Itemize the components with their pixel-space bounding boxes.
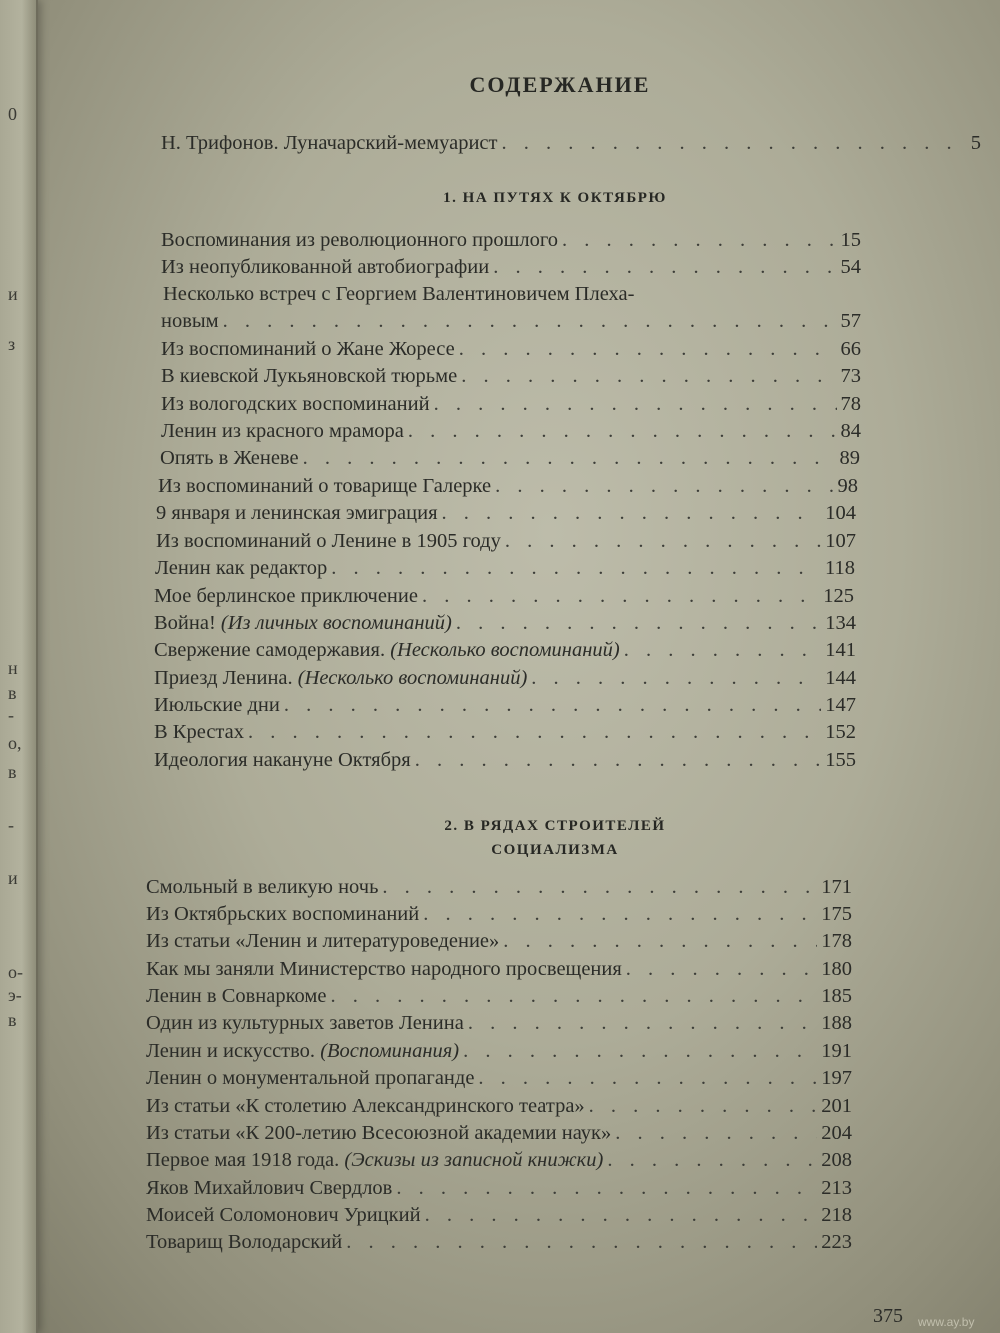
toc-entry-page: 104 xyxy=(825,502,856,524)
toc-entry-title-text: Ленин из красного мрамора xyxy=(161,420,404,442)
toc-entry-title-text: В киевской Лукьяновской тюрьме xyxy=(161,365,458,387)
dot-leader xyxy=(463,1040,817,1063)
margin-char: и xyxy=(8,868,18,888)
margin-char: и xyxy=(8,284,18,304)
toc-entry xyxy=(154,749,856,772)
toc-entry-title-text: Июльские дни xyxy=(154,694,280,716)
dot-leader xyxy=(425,1204,818,1227)
margin-char: з xyxy=(8,334,16,354)
page-number: 375 xyxy=(873,1305,903,1327)
toc-entry-title xyxy=(146,1040,459,1063)
toc-entry-title-text: Ленин как редактор xyxy=(155,557,328,579)
dot-leader xyxy=(415,749,822,772)
toc-entry-title-text: Из неопубликованной автобиографии xyxy=(161,256,490,278)
toc-entry xyxy=(161,132,981,155)
dot-leader xyxy=(396,1177,817,1200)
toc-entry xyxy=(161,338,861,361)
toc-entry-title-text: Товарищ Володарский xyxy=(146,1231,343,1253)
toc-entry-page: 188 xyxy=(821,1012,852,1034)
toc-entry xyxy=(146,930,852,953)
margin-char: в xyxy=(8,762,17,782)
toc-entry xyxy=(158,475,858,498)
toc-entry-page: 57 xyxy=(840,310,861,332)
toc-entry-title xyxy=(146,1231,342,1254)
toc-entry-page: 118 xyxy=(825,557,855,579)
toc-entry-title-text: Из статьи «К 200-летию Всесоюзной академии наук» xyxy=(146,1122,612,1144)
dot-leader xyxy=(442,502,822,525)
toc-entry-title xyxy=(154,667,527,690)
toc-entry xyxy=(161,420,861,443)
dot-leader xyxy=(330,985,817,1008)
toc-entry-subtitle: (Из личных воспоминаний) xyxy=(220,612,452,634)
toc-entry-title xyxy=(161,256,489,279)
dot-leader xyxy=(461,365,836,388)
toc-entry-title xyxy=(156,530,501,553)
toc-entry xyxy=(146,1231,852,1254)
toc-entry-page: 98 xyxy=(837,475,858,497)
toc-entry-page: 191 xyxy=(821,1040,852,1062)
toc-entry xyxy=(154,639,856,662)
section-heading: 1. НА ПУТЯХ К ОКТЯБРЮ xyxy=(443,190,667,206)
toc-entry-title xyxy=(163,283,634,306)
toc-entry xyxy=(160,447,860,470)
toc-entry-title-text: Первое мая 1918 года. xyxy=(146,1149,345,1171)
toc-entry-title-text: Из статьи «Ленин и литературоведение» xyxy=(146,930,500,952)
dot-leader xyxy=(459,338,837,361)
toc-entry-page: 218 xyxy=(821,1204,852,1226)
toc-entry-page: 175 xyxy=(821,903,852,925)
toc-entry-title-text: 9 января и ленинская эмиграция xyxy=(156,502,438,524)
toc-entry xyxy=(156,530,856,553)
toc-entry-page: 107 xyxy=(825,530,856,552)
toc-entry-page: 141 xyxy=(825,639,856,661)
dot-leader xyxy=(503,930,817,953)
toc-entry-title-text: Из воспоминаний о товарище Галерке xyxy=(158,475,492,497)
toc-entry-title xyxy=(161,365,457,388)
toc-entry-title-text: Из Октябрьских воспоминаний xyxy=(146,903,420,925)
toc-entry-title xyxy=(146,1204,421,1227)
toc-entry-title-text: Яков Михайлович Свердлов xyxy=(146,1177,393,1199)
toc-entry-title-text: Моисей Соломонович Урицкий xyxy=(146,1204,421,1226)
toc-entry-page: 223 xyxy=(821,1231,852,1253)
toc-entry-page: 15 xyxy=(840,229,861,251)
toc-entry-title-text: Н. Трифонов. Луначарский-мемуарист xyxy=(161,132,498,154)
toc-entry-title xyxy=(161,393,430,416)
dot-leader xyxy=(607,1149,817,1172)
margin-char: в xyxy=(8,1010,17,1030)
dot-leader xyxy=(248,721,821,744)
toc-entry-title-text: В Крестах xyxy=(154,721,244,743)
toc-entry xyxy=(155,557,855,580)
toc-entry xyxy=(154,694,856,717)
toc-entry-title-text: Ленин о монументальной пропаганде xyxy=(146,1067,475,1089)
toc-entry-title-text: Мое берлинское приключение xyxy=(154,585,418,607)
toc-entry xyxy=(146,1095,852,1118)
page-title: СОДЕРЖАНИЕ xyxy=(469,72,651,97)
toc-entry-title xyxy=(146,903,419,926)
toc-entry xyxy=(161,393,861,416)
margin-char: - xyxy=(8,705,14,725)
toc-entry-title-text: Смольный в великую ночь xyxy=(146,876,379,898)
toc-entry-title-text: Война! xyxy=(154,612,221,634)
toc-entry-title xyxy=(146,1095,585,1118)
toc-entry xyxy=(163,283,863,306)
dot-leader xyxy=(501,132,966,155)
toc-entry xyxy=(161,365,861,388)
dot-leader xyxy=(626,958,817,981)
toc-entry-title xyxy=(154,585,418,608)
toc-entry xyxy=(161,310,861,333)
toc-entry-title-text: Воспоминания из революционного прошлого xyxy=(161,229,559,251)
toc-entry-title-text: Приезд Ленина. xyxy=(154,667,298,689)
dot-leader xyxy=(456,612,821,635)
toc-entry-page: 213 xyxy=(821,1177,852,1199)
margin-char: э- xyxy=(8,985,22,1005)
toc-entry-title xyxy=(160,447,299,470)
dot-leader xyxy=(223,310,837,333)
toc-entry-title xyxy=(154,721,244,744)
toc-entry-title xyxy=(146,1122,611,1145)
dot-leader xyxy=(495,475,833,498)
toc-entry-title xyxy=(154,749,411,772)
toc-entry-title-text: Один из культурных заветов Ленина xyxy=(146,1012,464,1034)
toc-entry-title xyxy=(154,612,452,635)
toc-entry-title-text: Опять в Женеве xyxy=(160,447,299,469)
toc-entry xyxy=(154,612,856,635)
toc-entry xyxy=(146,876,852,899)
dot-leader xyxy=(382,876,817,899)
margin-char: - xyxy=(8,815,14,835)
dot-leader xyxy=(589,1095,818,1118)
toc-entry-title xyxy=(155,557,327,580)
toc-entry-page: 147 xyxy=(825,694,856,716)
dot-leader xyxy=(505,530,821,553)
toc-entry-page: 54 xyxy=(840,256,861,278)
toc-entry-page: 152 xyxy=(825,721,856,743)
toc-entry-title-text: Из статьи «К столетию Александринского театра» xyxy=(146,1095,585,1117)
toc-entry-title-text: Ленин в Совнаркоме xyxy=(146,985,327,1007)
toc-entry-page: 125 xyxy=(823,585,854,607)
toc-entry-title-text: Несколько встреч с Георгием Валентиновичем Плеха- xyxy=(163,283,635,305)
dot-leader xyxy=(478,1067,817,1090)
margin-char: o- xyxy=(8,962,23,982)
toc-entry xyxy=(146,903,852,926)
toc-entry-page: 73 xyxy=(840,365,861,387)
toc-entry-title-text: Из воспоминаний о Ленине в 1905 году xyxy=(156,530,501,552)
toc-entry xyxy=(154,585,854,608)
dot-leader xyxy=(284,694,821,717)
section-heading: 2. В РЯДАХ СТРОИТЕЛЕЙ СОЦИАЛИЗМА xyxy=(444,818,666,858)
dot-leader xyxy=(468,1012,817,1035)
toc-entry-title-text: новым xyxy=(161,310,219,332)
toc-entry-title xyxy=(154,639,620,662)
toc-entry-page: 155 xyxy=(825,749,856,771)
toc-entry xyxy=(154,721,856,744)
dot-leader xyxy=(624,639,822,662)
toc-entry-page: 204 xyxy=(821,1122,852,1144)
toc-entry-page: 84 xyxy=(840,420,861,442)
toc-entry-page: 197 xyxy=(821,1067,852,1089)
dot-leader xyxy=(434,393,837,416)
toc-entry-title xyxy=(146,985,326,1008)
toc-entry-title-text: Свержение самодержавия. xyxy=(154,639,391,661)
contents-page xyxy=(40,0,1000,1333)
toc-entry-title xyxy=(161,310,219,333)
dot-leader xyxy=(346,1231,817,1254)
dot-leader xyxy=(615,1122,817,1145)
margin-char: o, xyxy=(8,733,22,753)
toc-entry xyxy=(146,1067,852,1090)
toc-entry xyxy=(146,1177,852,1200)
margin-char: в xyxy=(8,683,17,703)
toc-entry xyxy=(146,1040,852,1063)
toc-entry-title xyxy=(146,1177,392,1200)
toc-entry xyxy=(146,1149,852,1172)
dot-leader xyxy=(562,229,836,252)
toc-entry-title xyxy=(161,420,404,443)
toc-entry-title-text: Как мы заняли Министерство народного просвещения xyxy=(146,958,622,980)
toc-entry-page: 89 xyxy=(839,447,860,469)
toc-entry-title-text: Из воспоминаний о Жане Жоресе xyxy=(161,338,455,360)
toc-entry-title xyxy=(161,338,455,361)
toc-entry-title xyxy=(161,229,558,252)
toc-entry-title xyxy=(146,1012,464,1035)
toc-entry-page: 171 xyxy=(821,876,852,898)
toc-entry-title xyxy=(161,132,497,155)
toc-entry-page: 178 xyxy=(821,930,852,952)
toc-entry-title xyxy=(146,1149,603,1172)
toc-entry-title xyxy=(154,694,280,717)
toc-entry-title xyxy=(146,958,622,981)
toc-entry-title xyxy=(146,930,499,953)
toc-entry-title-text: Из вологодских воспоминаний xyxy=(161,393,430,415)
toc-entry xyxy=(146,1122,852,1145)
dot-leader xyxy=(331,557,821,580)
toc-entry-title xyxy=(158,475,491,498)
toc-entry-page: 185 xyxy=(821,985,852,1007)
toc-entry-page: 201 xyxy=(821,1095,852,1117)
toc-entry-subtitle: (Воспоминания) xyxy=(320,1040,460,1062)
toc-entry-page: 180 xyxy=(821,958,852,980)
toc-entry-subtitle: (Несколько воспоминаний) xyxy=(297,667,528,689)
toc-entry-page: 5 xyxy=(970,132,981,154)
dot-leader xyxy=(303,447,836,470)
toc-entry xyxy=(154,667,856,690)
toc-entry xyxy=(156,502,856,525)
dot-leader xyxy=(531,667,821,690)
margin-char: 0 xyxy=(8,104,17,124)
toc-entry xyxy=(146,958,852,981)
toc-entry xyxy=(146,985,852,1008)
toc-entry-title-text: Идеология накануне Октября xyxy=(154,749,411,771)
dot-leader xyxy=(423,903,817,926)
toc-entry-title-text: Ленин и искусство. xyxy=(146,1040,321,1062)
margin-char: н xyxy=(8,658,18,678)
toc-entry xyxy=(146,1012,852,1035)
toc-entry-page: 208 xyxy=(821,1149,852,1171)
toc-entry-page: 134 xyxy=(825,612,856,634)
toc-entry-subtitle: (Несколько воспоминаний) xyxy=(390,639,620,661)
toc-entry-subtitle: (Эскизы из записной книжки) xyxy=(344,1149,604,1171)
toc-entry-title xyxy=(146,876,378,899)
dot-leader xyxy=(422,585,819,608)
watermark: www.ay.by xyxy=(918,1315,975,1329)
toc-entry-page: 144 xyxy=(825,667,856,689)
toc-entry-title xyxy=(146,1067,474,1090)
dot-leader xyxy=(408,420,837,443)
toc-entry-title xyxy=(156,502,438,525)
toc-entry xyxy=(146,1204,852,1227)
toc-entry xyxy=(161,229,861,252)
toc-entry xyxy=(161,256,861,279)
toc-entry-page: 66 xyxy=(840,338,861,360)
toc-entry-page: 78 xyxy=(840,393,861,415)
dot-leader xyxy=(493,256,836,279)
